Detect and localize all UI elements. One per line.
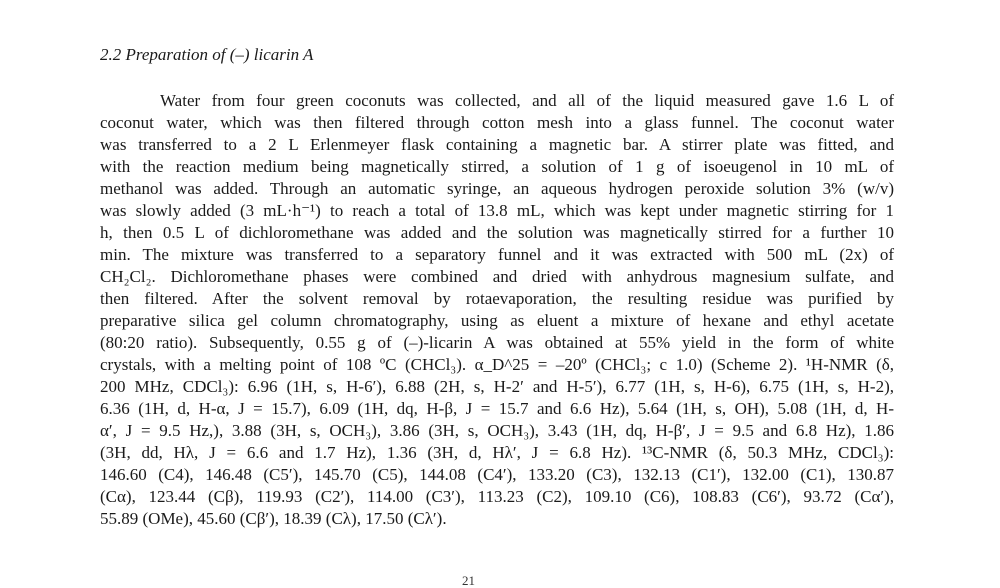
- paragraph-line: preparative silica gel column chromatography, using as eluent a mixture of hexane and ethyl acetate: [100, 311, 894, 330]
- paragraph-line: 6.36 (1H, d, H-α, J = 15.7), 6.09 (1H, dq, H-β, J = 15.7 and 6.6 Hz), 5.64 (1H, s, OH), 5.08 (1H, d, H-: [100, 399, 894, 418]
- paragraph-line: with the reaction medium being magnetically stirred, a solution of 1 g of isoeugenol in 10 mL of: [100, 157, 894, 176]
- paragraph-line: h, then 0.5 L of dichloromethane was added and the solution was magnetically stirred for a further 10: [100, 223, 894, 242]
- paragraph-line: 200 MHz, CDCl₃): 6.96 (1H, s, H-6′), 6.88 (2H, s, H-2′ and H-5′), 6.77 (1H, s, H-6), 6.75 (1H, s, H-2),: [100, 377, 894, 396]
- paragraph-line: methanol was added. Through an automatic syringe, an aqueous hydrogen peroxide solution 3% (w/v): [100, 179, 894, 198]
- paragraph-line: (Cα), 123.44 (Cβ), 119.93 (C2′), 114.00 (C3′), 113.23 (C2), 109.10 (C6), 108.83 (C6′), 93.72 (Cα′),: [100, 487, 894, 506]
- paragraph-line: then filtered. After the solvent removal by rotaevaporation, the resulting residue was purified by: [100, 289, 894, 308]
- paragraph-line: (3H, dd, Hλ, J = 6.6 and 1.7 Hz), 1.36 (3H, d, Hλ′, J = 6.8 Hz). ¹³C-NMR (δ, 50.3 MHz, CDCl₃):: [100, 443, 894, 462]
- page-number: 21: [462, 573, 475, 588]
- paragraph-line: Water from four green coconuts was collected, and all of the liquid measured gave 1.6 L of: [160, 91, 894, 110]
- paragraph-line: crystals, with a melting point of 108 ºC (CHCl₃). α_D^25 = –20º (CHCl₃; c 1.0) (Scheme 2). ¹H-NMR (δ,: [100, 355, 894, 374]
- paragraph-line: 55.89 (OMe), 45.60 (Cβ′), 18.39 (Cλ), 17.50 (Cλ′).: [100, 509, 447, 528]
- paragraph-line: coconut water, which was then filtered through cotton mesh into a glass funnel. The coconut water: [100, 113, 894, 132]
- paragraph-line: (80:20 ratio). Subsequently, 0.55 g of (–)-licarin A was obtained at 55% yield in the form of white: [100, 333, 894, 352]
- paragraph-line: 146.60 (C4), 146.48 (C5′), 145.70 (C5), 144.08 (C4′), 133.20 (C3), 132.13 (C1′), 132.00 (C1), 130.87: [100, 465, 894, 484]
- paragraph-line: CH₂Cl₂. Dichloromethane phases were combined and dried with anhydrous magnesium sulfate, and: [100, 267, 894, 286]
- paragraph-line: min. The mixture was transferred to a separatory funnel and it was extracted with 500 mL (2x) of: [100, 245, 894, 264]
- paragraph-line: was transferred to a 2 L Erlenmeyer flask containing a magnetic bar. A stirrer plate was fitted, and: [100, 135, 894, 154]
- paragraph-line: α′, J = 9.5 Hz,), 3.88 (3H, s, OCH₃), 3.86 (3H, s, OCH₃), 3.43 (1H, dq, H-β′, J = 9.5 and 6.8 Hz), 1.86: [100, 421, 894, 440]
- paragraph-line: was slowly added (3 mL·h⁻¹) to reach a total of 13.8 mL, which was kept under magnetic stirring for 1: [100, 201, 894, 220]
- section-heading: 2.2 Preparation of (–) licarin A: [100, 45, 314, 64]
